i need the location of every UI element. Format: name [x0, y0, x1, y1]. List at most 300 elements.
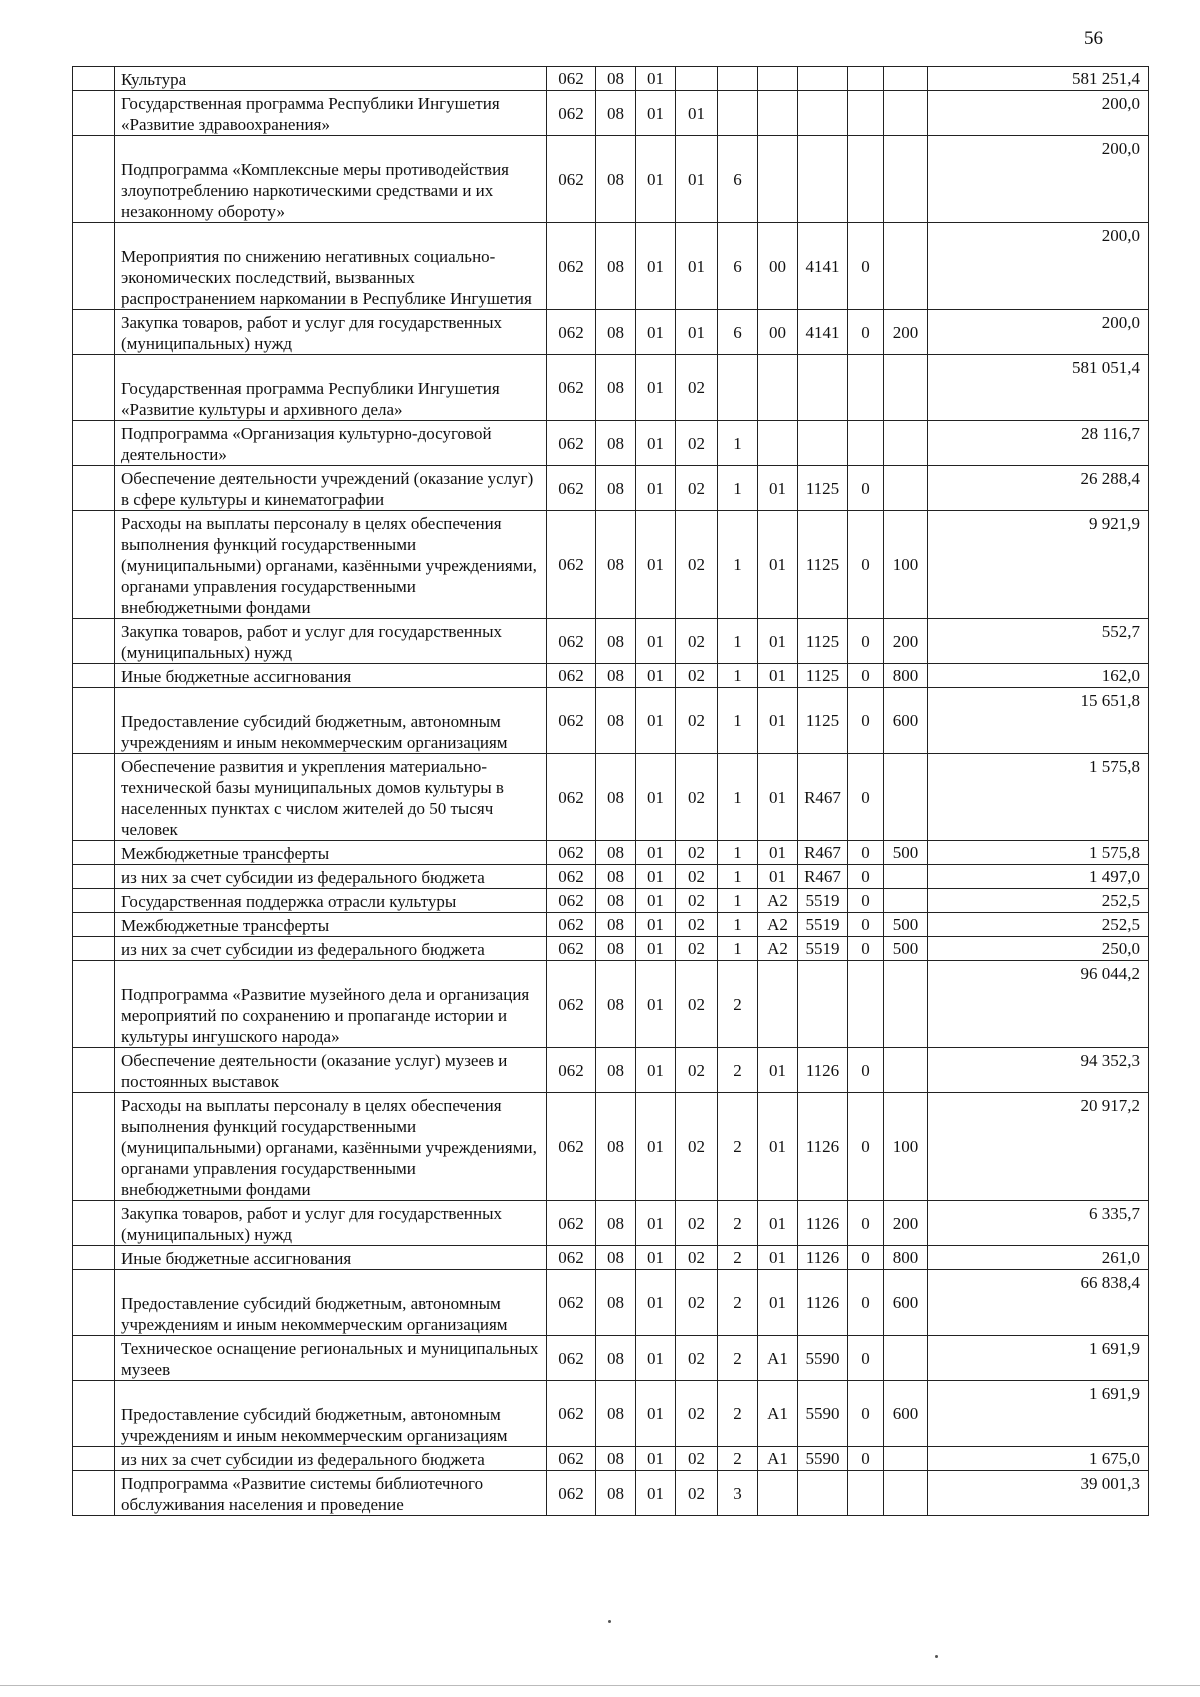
code-cell-2: 08 [596, 466, 636, 511]
item-name-cell: Предоставление субсидий бюджетным, автономным учреждениям и иным некоммерческим организациям [115, 688, 547, 754]
code-cell-4: 01 [676, 223, 718, 310]
item-name-cell: Обеспечение развития и укрепления материально-технической базы муниципальных домов культуры в населенных пунктах с числом жителей до 50 тысяч человек [115, 754, 547, 841]
code-cell-4: 02 [676, 1381, 718, 1447]
code-cell-8: 0 [848, 1381, 884, 1447]
item-name-cell: Межбюджетные трансферты [115, 913, 547, 937]
row-index-cell [73, 664, 115, 688]
code-cell-4: 02 [676, 688, 718, 754]
code-cell-4: 02 [676, 1447, 718, 1471]
code-cell-2: 08 [596, 1381, 636, 1447]
code-cell-6: А2 [758, 937, 798, 961]
code-cell-6 [758, 91, 798, 136]
row-index-cell [73, 355, 115, 421]
code-cell-7: 5519 [798, 913, 848, 937]
code-cell-5: 1 [718, 913, 758, 937]
code-cell-6: А1 [758, 1381, 798, 1447]
table-row [73, 1048, 1149, 1093]
code-cell-3: 01 [636, 688, 676, 754]
row-index-cell [73, 1336, 115, 1381]
code-cell-6: 01 [758, 1246, 798, 1270]
code-cell-2: 08 [596, 421, 636, 466]
code-cell-8: 0 [848, 688, 884, 754]
code-cell-3: 01 [636, 913, 676, 937]
code-cell-9 [884, 223, 928, 310]
amount-cell: 252,5 [928, 913, 1149, 937]
code-cell-8 [848, 421, 884, 466]
code-cell-4: 02 [676, 355, 718, 421]
row-index-cell [73, 937, 115, 961]
code-cell-8 [848, 67, 884, 91]
table-row [73, 619, 1149, 664]
item-name-cell: Государственная программа Республики Ингушетия «Развитие культуры и архивного дела» [115, 355, 547, 421]
row-index-cell [73, 223, 115, 310]
row-index-cell [73, 889, 115, 913]
code-cell-4: 02 [676, 421, 718, 466]
code-cell-4: 01 [676, 91, 718, 136]
code-cell-1: 062 [547, 1048, 596, 1093]
code-cell-7: 4141 [798, 310, 848, 355]
code-cell-6 [758, 136, 798, 223]
code-cell-7: 1126 [798, 1093, 848, 1201]
code-cell-5: 2 [718, 1201, 758, 1246]
row-index-cell [73, 754, 115, 841]
code-cell-1: 062 [547, 1270, 596, 1336]
code-cell-9 [884, 865, 928, 889]
code-cell-1: 062 [547, 619, 596, 664]
code-cell-5: 1 [718, 841, 758, 865]
amount-cell: 581 051,4 [928, 355, 1149, 421]
code-cell-3: 01 [636, 865, 676, 889]
code-cell-3: 01 [636, 961, 676, 1048]
code-cell-2: 08 [596, 754, 636, 841]
amount-cell: 581 251,4 [928, 67, 1149, 91]
code-cell-1: 062 [547, 421, 596, 466]
code-cell-3: 01 [636, 664, 676, 688]
code-cell-6 [758, 961, 798, 1048]
item-name-cell: Межбюджетные трансферты [115, 841, 547, 865]
code-cell-3: 01 [636, 841, 676, 865]
budget-table [72, 66, 1149, 1516]
table-row [73, 913, 1149, 937]
code-cell-2: 08 [596, 1201, 636, 1246]
item-name-cell: Закупка товаров, работ и услуг для государственных (муниципальных) нужд [115, 1201, 547, 1246]
code-cell-3: 01 [636, 1270, 676, 1336]
amount-cell: 39 001,3 [928, 1471, 1149, 1516]
code-cell-3: 01 [636, 1381, 676, 1447]
code-cell-7 [798, 421, 848, 466]
table-row [73, 67, 1149, 91]
code-cell-1: 062 [547, 688, 596, 754]
code-cell-7: 1126 [798, 1246, 848, 1270]
item-name-cell: Подпрограмма «Организация культурно-досуговой деятельности» [115, 421, 547, 466]
table-row [73, 937, 1149, 961]
table-row [73, 136, 1149, 223]
code-cell-3: 01 [636, 1048, 676, 1093]
code-cell-8: 0 [848, 1093, 884, 1201]
code-cell-5: 3 [718, 1471, 758, 1516]
code-cell-8: 0 [848, 937, 884, 961]
code-cell-2: 08 [596, 1246, 636, 1270]
table-row [73, 1270, 1149, 1336]
table-row [73, 688, 1149, 754]
code-cell-1: 062 [547, 355, 596, 421]
code-cell-1: 062 [547, 310, 596, 355]
table-row [73, 1381, 1149, 1447]
code-cell-8 [848, 91, 884, 136]
amount-cell: 1 575,8 [928, 754, 1149, 841]
code-cell-1: 062 [547, 664, 596, 688]
code-cell-4: 02 [676, 841, 718, 865]
row-index-cell [73, 1471, 115, 1516]
code-cell-2: 08 [596, 913, 636, 937]
code-cell-7: 1126 [798, 1270, 848, 1336]
code-cell-8: 0 [848, 466, 884, 511]
code-cell-7 [798, 355, 848, 421]
code-cell-8: 0 [848, 664, 884, 688]
code-cell-5: 1 [718, 937, 758, 961]
code-cell-1: 062 [547, 1246, 596, 1270]
code-cell-3: 01 [636, 466, 676, 511]
code-cell-7: 5590 [798, 1447, 848, 1471]
code-cell-4: 02 [676, 466, 718, 511]
code-cell-6: А2 [758, 913, 798, 937]
item-name-cell: Предоставление субсидий бюджетным, автономным учреждениям и иным некоммерческим организациям [115, 1270, 547, 1336]
row-index-cell [73, 1093, 115, 1201]
code-cell-4: 02 [676, 1246, 718, 1270]
code-cell-7 [798, 961, 848, 1048]
item-name-cell: Подпрограмма «Развитие системы библиотечного обслуживания населения и проведение [115, 1471, 547, 1516]
code-cell-8: 0 [848, 1270, 884, 1336]
code-cell-4: 01 [676, 136, 718, 223]
code-cell-1: 062 [547, 754, 596, 841]
code-cell-7: 5519 [798, 889, 848, 913]
code-cell-3: 01 [636, 1246, 676, 1270]
table-row [73, 1246, 1149, 1270]
amount-cell: 200,0 [928, 136, 1149, 223]
code-cell-9: 200 [884, 310, 928, 355]
code-cell-8 [848, 136, 884, 223]
row-index-cell [73, 136, 115, 223]
code-cell-6 [758, 421, 798, 466]
amount-cell: 20 917,2 [928, 1093, 1149, 1201]
code-cell-2: 08 [596, 67, 636, 91]
code-cell-2: 08 [596, 1093, 636, 1201]
code-cell-8: 0 [848, 1447, 884, 1471]
code-cell-8: 0 [848, 889, 884, 913]
code-cell-6: 00 [758, 310, 798, 355]
table-row [73, 310, 1149, 355]
code-cell-2: 08 [596, 223, 636, 310]
item-name-cell: из них за счет субсидии из федерального бюджета [115, 865, 547, 889]
code-cell-8: 0 [848, 865, 884, 889]
code-cell-6: 01 [758, 664, 798, 688]
table-row [73, 865, 1149, 889]
code-cell-4: 02 [676, 1471, 718, 1516]
code-cell-9: 200 [884, 619, 928, 664]
amount-cell: 96 044,2 [928, 961, 1149, 1048]
code-cell-4: 02 [676, 913, 718, 937]
code-cell-2: 08 [596, 91, 636, 136]
code-cell-6: 01 [758, 841, 798, 865]
code-cell-6: 01 [758, 511, 798, 619]
code-cell-9: 500 [884, 937, 928, 961]
code-cell-6: 01 [758, 1093, 798, 1201]
row-index-cell [73, 91, 115, 136]
code-cell-2: 08 [596, 1447, 636, 1471]
code-cell-5: 2 [718, 1381, 758, 1447]
code-cell-5: 1 [718, 664, 758, 688]
code-cell-6: 01 [758, 1201, 798, 1246]
code-cell-2: 08 [596, 889, 636, 913]
code-cell-1: 062 [547, 91, 596, 136]
code-cell-7: 1125 [798, 619, 848, 664]
code-cell-7 [798, 136, 848, 223]
code-cell-1: 062 [547, 1336, 596, 1381]
code-cell-7: 1126 [798, 1201, 848, 1246]
code-cell-4: 02 [676, 961, 718, 1048]
code-cell-1: 062 [547, 67, 596, 91]
code-cell-2: 08 [596, 841, 636, 865]
amount-cell: 1 497,0 [928, 865, 1149, 889]
row-index-cell [73, 1447, 115, 1471]
code-cell-6: 01 [758, 754, 798, 841]
table-row [73, 1336, 1149, 1381]
code-cell-2: 08 [596, 355, 636, 421]
code-cell-9: 100 [884, 1093, 928, 1201]
code-cell-5: 1 [718, 619, 758, 664]
amount-cell: 94 352,3 [928, 1048, 1149, 1093]
row-index-cell [73, 67, 115, 91]
code-cell-6 [758, 355, 798, 421]
item-name-cell: из них за счет субсидии из федерального бюджета [115, 937, 547, 961]
code-cell-6: 01 [758, 466, 798, 511]
item-name-cell: Подпрограмма «Развитие музейного дела и организация мероприятий по сохранению и пропаганде истории и культуры ингушского народа» [115, 961, 547, 1048]
code-cell-8 [848, 355, 884, 421]
code-cell-2: 08 [596, 136, 636, 223]
code-cell-8: 0 [848, 310, 884, 355]
amount-cell: 1 691,9 [928, 1381, 1149, 1447]
code-cell-4: 02 [676, 1270, 718, 1336]
amount-cell: 200,0 [928, 223, 1149, 310]
code-cell-1: 062 [547, 1093, 596, 1201]
code-cell-4: 02 [676, 889, 718, 913]
row-index-cell [73, 1201, 115, 1246]
code-cell-3: 01 [636, 67, 676, 91]
code-cell-9 [884, 1447, 928, 1471]
code-cell-9 [884, 1336, 928, 1381]
row-index-cell [73, 1048, 115, 1093]
code-cell-5: 1 [718, 889, 758, 913]
amount-cell: 261,0 [928, 1246, 1149, 1270]
code-cell-1: 062 [547, 136, 596, 223]
table-row [73, 1093, 1149, 1201]
amount-cell: 66 838,4 [928, 1270, 1149, 1336]
code-cell-6: А2 [758, 889, 798, 913]
code-cell-2: 08 [596, 1336, 636, 1381]
code-cell-4: 02 [676, 619, 718, 664]
code-cell-7: 1125 [798, 664, 848, 688]
code-cell-6: 00 [758, 223, 798, 310]
code-cell-1: 062 [547, 511, 596, 619]
code-cell-8 [848, 1471, 884, 1516]
code-cell-9 [884, 91, 928, 136]
scan-edge-line [0, 1685, 1200, 1686]
scan-speck [608, 1620, 611, 1623]
code-cell-7 [798, 67, 848, 91]
code-cell-1: 062 [547, 1381, 596, 1447]
code-cell-5: 1 [718, 421, 758, 466]
scan-speck [935, 1655, 938, 1658]
row-index-cell [73, 688, 115, 754]
code-cell-9 [884, 1471, 928, 1516]
code-cell-3: 01 [636, 1201, 676, 1246]
code-cell-9: 600 [884, 1270, 928, 1336]
code-cell-6: 01 [758, 1048, 798, 1093]
amount-cell: 1 675,0 [928, 1447, 1149, 1471]
item-name-cell: Расходы на выплаты персоналу в целях обеспечения выполнения функций государственными (муниципальными) органами, казёнными учреждениями, органами управления государственными внебюджетными фондами [115, 511, 547, 619]
code-cell-5: 1 [718, 511, 758, 619]
amount-cell: 252,5 [928, 889, 1149, 913]
code-cell-6: А1 [758, 1336, 798, 1381]
code-cell-5 [718, 355, 758, 421]
code-cell-3: 01 [636, 421, 676, 466]
code-cell-1: 062 [547, 466, 596, 511]
code-cell-7: R467 [798, 754, 848, 841]
code-cell-9: 600 [884, 688, 928, 754]
code-cell-9 [884, 961, 928, 1048]
code-cell-2: 08 [596, 511, 636, 619]
code-cell-1: 062 [547, 961, 596, 1048]
code-cell-3: 01 [636, 91, 676, 136]
code-cell-1: 062 [547, 1471, 596, 1516]
code-cell-3: 01 [636, 937, 676, 961]
code-cell-7: 5590 [798, 1381, 848, 1447]
code-cell-6: 01 [758, 865, 798, 889]
code-cell-3: 01 [636, 223, 676, 310]
code-cell-8: 0 [848, 511, 884, 619]
row-index-cell [73, 865, 115, 889]
code-cell-9: 800 [884, 1246, 928, 1270]
code-cell-9 [884, 136, 928, 223]
code-cell-3: 01 [636, 511, 676, 619]
code-cell-9 [884, 754, 928, 841]
table-row [73, 421, 1149, 466]
table-row [73, 355, 1149, 421]
item-name-cell: Закупка товаров, работ и услуг для государственных (муниципальных) нужд [115, 310, 547, 355]
code-cell-4: 02 [676, 1048, 718, 1093]
code-cell-9: 800 [884, 664, 928, 688]
row-index-cell [73, 961, 115, 1048]
amount-cell: 15 651,8 [928, 688, 1149, 754]
amount-cell: 6 335,7 [928, 1201, 1149, 1246]
amount-cell: 200,0 [928, 310, 1149, 355]
item-name-cell: из них за счет субсидии из федерального бюджета [115, 1447, 547, 1471]
code-cell-7: 1125 [798, 511, 848, 619]
table-body [73, 67, 1149, 1516]
code-cell-5: 1 [718, 688, 758, 754]
code-cell-9: 200 [884, 1201, 928, 1246]
code-cell-1: 062 [547, 865, 596, 889]
code-cell-4: 02 [676, 1201, 718, 1246]
item-name-cell: Иные бюджетные ассигнования [115, 664, 547, 688]
code-cell-3: 01 [636, 310, 676, 355]
code-cell-8: 0 [848, 1246, 884, 1270]
code-cell-9 [884, 889, 928, 913]
code-cell-4: 02 [676, 511, 718, 619]
item-name-cell: Закупка товаров, работ и услуг для государственных (муниципальных) нужд [115, 619, 547, 664]
code-cell-5: 1 [718, 754, 758, 841]
code-cell-2: 08 [596, 619, 636, 664]
code-cell-1: 062 [547, 841, 596, 865]
item-name-cell: Расходы на выплаты персоналу в целях обеспечения выполнения функций государственными (муниципальными) органами, казёнными учреждениями, органами управления государственными внебюджетными фондами [115, 1093, 547, 1201]
row-index-cell [73, 913, 115, 937]
table-row [73, 1201, 1149, 1246]
code-cell-6 [758, 67, 798, 91]
amount-cell: 250,0 [928, 937, 1149, 961]
code-cell-8: 0 [848, 913, 884, 937]
code-cell-7 [798, 1471, 848, 1516]
code-cell-8: 0 [848, 841, 884, 865]
code-cell-9 [884, 355, 928, 421]
code-cell-7: 4141 [798, 223, 848, 310]
table-row [73, 664, 1149, 688]
item-name-cell: Техническое оснащение региональных и муниципальных музеев [115, 1336, 547, 1381]
item-name-cell: Обеспечение деятельности (оказание услуг) музеев и постоянных выставок [115, 1048, 547, 1093]
code-cell-2: 08 [596, 1048, 636, 1093]
code-cell-5: 2 [718, 1270, 758, 1336]
code-cell-2: 08 [596, 1270, 636, 1336]
code-cell-8: 0 [848, 1048, 884, 1093]
table-row [73, 754, 1149, 841]
item-name-cell: Предоставление субсидий бюджетным, автономным учреждениям и иным некоммерческим организациям [115, 1381, 547, 1447]
amount-cell: 9 921,9 [928, 511, 1149, 619]
code-cell-2: 08 [596, 688, 636, 754]
row-index-cell [73, 310, 115, 355]
code-cell-3: 01 [636, 1336, 676, 1381]
page-number: 56 [1084, 28, 1103, 49]
code-cell-2: 08 [596, 865, 636, 889]
code-cell-4: 02 [676, 865, 718, 889]
code-cell-5: 2 [718, 1048, 758, 1093]
code-cell-9: 600 [884, 1381, 928, 1447]
code-cell-8: 0 [848, 1201, 884, 1246]
item-name-cell: Подпрограмма «Комплексные меры противодействия злоупотреблению наркотическими средствами и их незаконному обороту» [115, 136, 547, 223]
code-cell-3: 01 [636, 1447, 676, 1471]
amount-cell: 162,0 [928, 664, 1149, 688]
code-cell-1: 062 [547, 889, 596, 913]
row-index-cell [73, 511, 115, 619]
code-cell-8: 0 [848, 754, 884, 841]
code-cell-4 [676, 67, 718, 91]
code-cell-8: 0 [848, 1336, 884, 1381]
code-cell-5: 2 [718, 1447, 758, 1471]
code-cell-9 [884, 67, 928, 91]
amount-cell: 26 288,4 [928, 466, 1149, 511]
table-row [73, 1471, 1149, 1516]
code-cell-8 [848, 961, 884, 1048]
code-cell-2: 08 [596, 664, 636, 688]
code-cell-5: 2 [718, 1246, 758, 1270]
code-cell-1: 062 [547, 223, 596, 310]
code-cell-5: 2 [718, 1336, 758, 1381]
row-index-cell [73, 1381, 115, 1447]
code-cell-7: R467 [798, 865, 848, 889]
code-cell-9: 500 [884, 841, 928, 865]
code-cell-7: 5590 [798, 1336, 848, 1381]
code-cell-4: 02 [676, 754, 718, 841]
table-row [73, 961, 1149, 1048]
code-cell-3: 01 [636, 1093, 676, 1201]
